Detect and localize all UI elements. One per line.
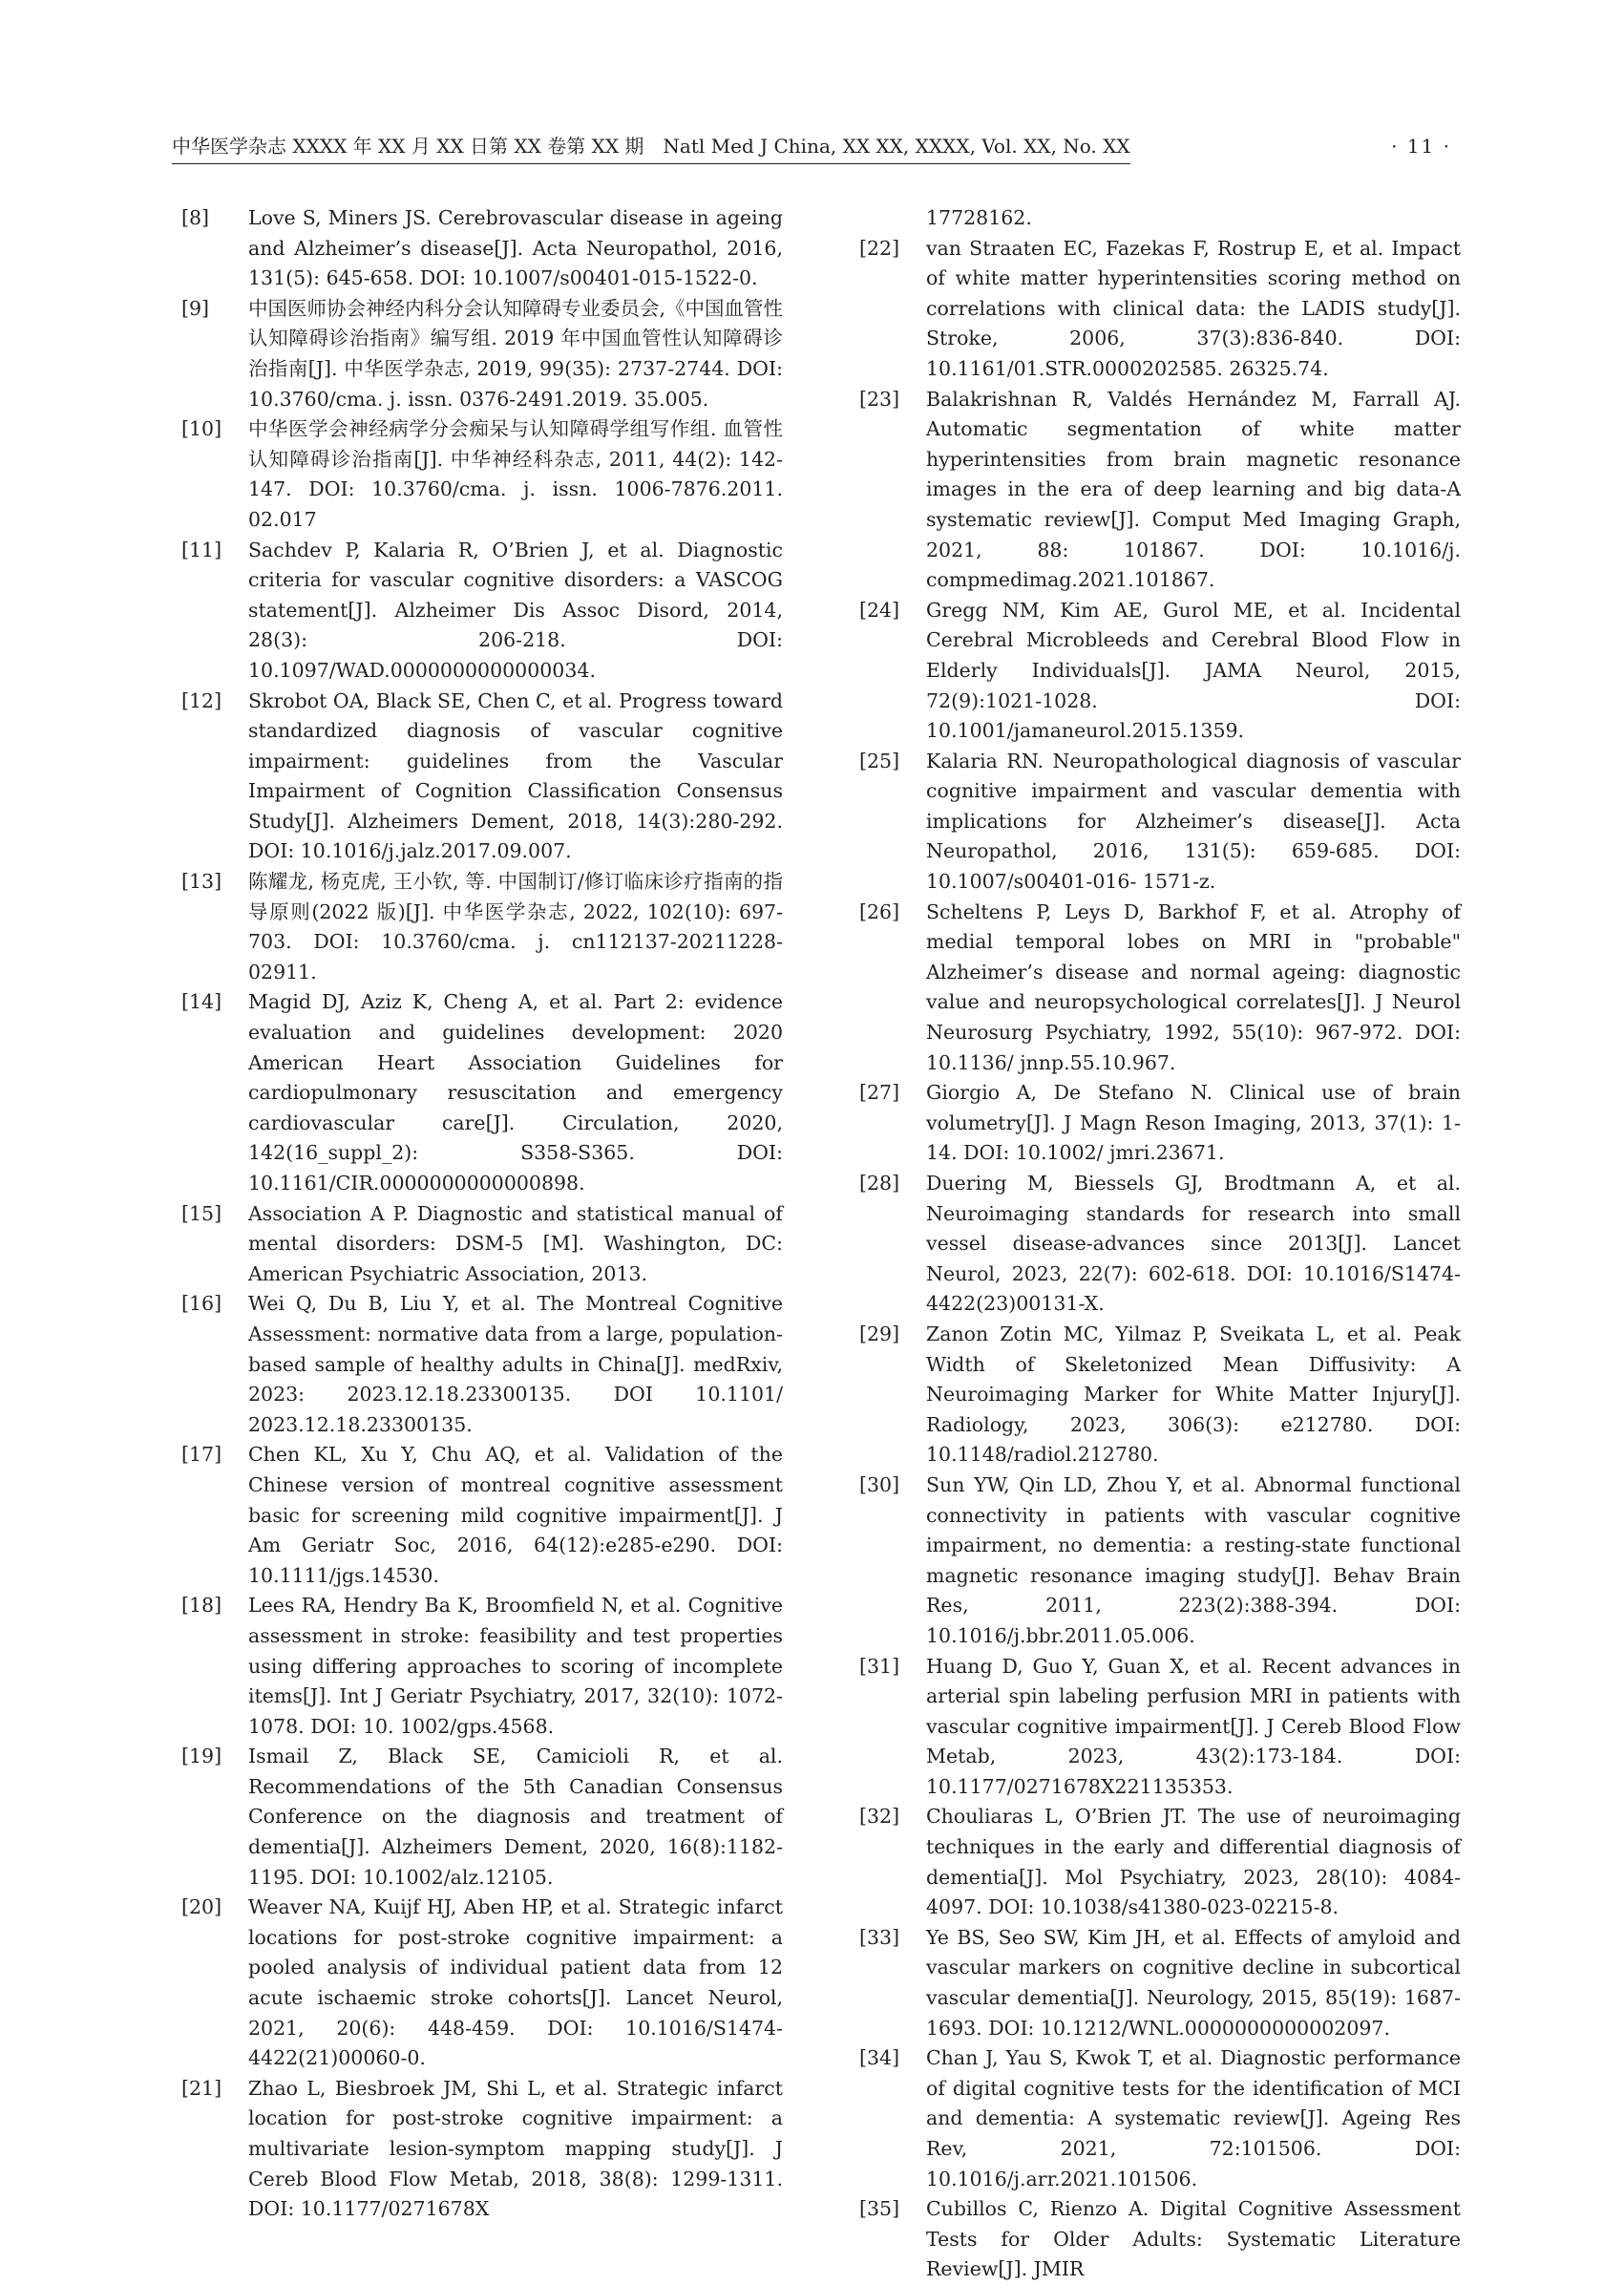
reference-text: Scheltens P, Leys D, Barkhof F, et al. Atrophy of medial temporal lobes on MRI in "probable" Alzheimer’s disease and normal ageing: diagnostic value and neuropsychological correlates[J]. J Neurol Neurosurg Psychiatry, 1992, 55(10): 967-972. DOI: 10.1136/ jnnp.55.10.967. (926, 899, 1461, 1074)
reference-number: [14] (181, 990, 222, 1014)
reference-number: [10] (181, 417, 222, 441)
reference-number: [32] (859, 1805, 900, 1829)
reference-number: [28] (859, 1172, 900, 1195)
reference-item (859, 385, 1461, 596)
reference-text: Skrobot OA, Black SE, Chen C, et al. Progress toward standardized diagnosis of vascular cognitive impairment: guidelines from the Vascular Impairment of Cognition Classification Consensus Study[J]. Alzheimers Dement, 2018, 14(3):280-292. DOI: 10.1016/j.jalz.2017.09.007. (248, 688, 783, 863)
reference-text: Lees RA, Hendry Ba K, Broomfield N, et al. Cognitive assessment in stroke: feasibility and test properties using differing approaches to scoring of incomplete items[J]. Int J Geriatr Psychiatry, 2017, 32(10): 1072-1078. DOI: 10. 1002/gps.4568. (248, 1594, 783, 1738)
reference-item (181, 414, 783, 535)
reference-item (181, 1289, 783, 1440)
reference-text: Zanon Zotin MC, Yilmaz P, Sveikata L, et al. Peak Width of Skeletonized Mean Diffusivity: A Neuroimaging Marker for White Matter Injury[J]. Radiology, 2023, 306(3): e212780. DOI: 10.1148/radiol.212780. (926, 1322, 1461, 1467)
reference-text: van Straaten EC, Fazekas F, Rostrup E, et al. Impact of white matter hyperintensities scoring method on correlations with clinical data: the LADIS study[J]. Stroke, 2006, 37(3):836-840. DOI: 10.1161/01.STR.0000202585. 26325.74. (926, 236, 1461, 380)
reference-number: [21] (181, 2076, 222, 2100)
reference-item (859, 1652, 1461, 1803)
reference-item (859, 1320, 1461, 1470)
journal-header-title: 中华医学杂志 XXXX 年 XX 月 XX 日第 XX 卷第 XX 期 Natl Med J China, XX XX, XXXX, Vol. XX, No. XX (172, 130, 1130, 164)
reference-text: Zhao L, Biesbroek JM, Shi L, et al. Strategic infarct location for post-stroke cognitive impairment: a multivariate lesion-symptom mapping study[J]. J Cereb Blood Flow Metab, 2018, 38(8): 1299-1311. DOI: 10.1177/0271678X (248, 2076, 783, 2221)
reference-item (859, 2194, 1461, 2285)
reference-text: Love S, Miners JS. Cerebrovascular disease in ageing and Alzheimer’s disease[J]. Acta Neuropathol, 2016, 131(5): 645-658. DOI: 10.1007/s00401-015-1522-0. (248, 206, 783, 290)
reference-text: Weaver NA, Kuijf HJ, Aben HP, et al. Strategic infarct locations for post-stroke cognitive impairment: a pooled analysis of individual patient data from 12 acute ischaemic stroke cohorts[J]. Lancet Neurol, 2021, 20(6): 448-459. DOI: 10.1016/S1474-4422(21)00060-0. (248, 1895, 783, 2070)
reference-text: Cubillos C, Rienzo A. Digital Cognitive Assessment Tests for Older Adults: Systematic Literature Review[J]. JMIR (926, 2197, 1461, 2281)
reference-text: Gregg NM, Kim AE, Gurol ME, et al. Incidental Cerebral Microbleeds and Cerebral Blood Flow in Elderly Individuals[J]. JAMA Neurol, 2015, 72(9):1021-1028. DOI: 10.1001/jamaneurol.2015.1359. (926, 598, 1461, 743)
reference-text: Magid DJ, Aziz K, Cheng A, et al. Part 2: evidence evaluation and guidelines development: 2020 American Heart Association Guidelines for cardiopulmonary resuscitation and emergency cardiovascular care[J]. Circulation, 2020, 142(16_suppl_2): S358-S365. DOI: 10.1161/CIR.0000000000000898. (248, 990, 783, 1195)
reference-number: [35] (859, 2197, 900, 2221)
reference-number: [12] (181, 688, 222, 712)
reference-item (859, 1802, 1461, 1922)
running-header (172, 130, 1451, 162)
reference-number: [18] (181, 1594, 222, 1618)
reference-item (859, 234, 1461, 385)
reference-item (181, 1440, 783, 1591)
reference-number: [22] (859, 236, 900, 260)
page-number: · 11 · (1391, 135, 1451, 158)
reference-number: [15] (181, 1201, 222, 1225)
reference-text: 中华医学会神经病学分会痴呆与认知障碍学组写作组. 血管性认知障碍诊治指南[J]. 中华神经科杂志, 2011, 44(2): 142-147. DOI: 10.3760/cma. j. issn. 1006-7876.2011. 02.017 (248, 417, 783, 531)
reference-number: [31] (859, 1654, 900, 1678)
reference-item (181, 987, 783, 1198)
reference-item (181, 1199, 783, 1290)
reference-text: Association A P. Diagnostic and statistical manual of mental disorders: DSM-5 [M]. Washington, DC: American Psychiatric Association, 2013. (248, 1201, 783, 1285)
reference-number: [19] (181, 1745, 222, 1768)
reference-text: Ismail Z, Black SE, Camicioli R, et al. Recommendations of the 5th Canadian Consensus Conference on the diagnosis and treatment of dementia[J]. Alzheimers Dement, 2020, 16(8):1182-1195. DOI: 10.1002/alz.12105. (248, 1745, 783, 1889)
reference-item (181, 1742, 783, 1893)
reference-continuation: 17728162. (926, 206, 1032, 229)
reference-number: [30] (859, 1472, 900, 1496)
reference-number: [17] (181, 1443, 222, 1467)
reference-text: Chan J, Yau S, Kwok T, et al. Diagnostic performance of digital cognitive tests for the identification of MCI and dementia: A systematic review[J]. Ageing Res Rev, 2021, 72:101506. DOI: 10.1016/j.arr.2021.101506. (926, 2046, 1461, 2190)
reference-number: [25] (859, 749, 900, 772)
reference-item (181, 536, 783, 687)
reference-number: [33] (859, 1925, 900, 1949)
reference-item (859, 1169, 1461, 1320)
reference-text: Chen KL, Xu Y, Chu AQ, et al. Validation of the Chinese version of montreal cognitive assessment basic for screening mild cognitive impairment[J]. J Am Geriatr Soc, 2016, 64(12):e285-e290. DOI: 10.1111/jgs.14530. (248, 1443, 783, 1587)
reference-text: Kalaria RN. Neuropathological diagnosis of vascular cognitive impairment and vascular dementia with implications for Alzheimer’s disease[J]. Acta Neuropathol, 2016, 131(5): 659-685. DOI: 10.1007/s00401-016- 1571-z. (926, 749, 1461, 894)
reference-item (859, 2043, 1461, 2194)
reference-number: [29] (859, 1322, 900, 1345)
reference-text: 陈耀龙, 杨克虎, 王小钦, 等. 中国制订/修订临床诊疗指南的指导原则(2022 版)[J]. 中华医学杂志, 2022, 102(10): 697-703. DOI: 10.3760/cma. j. cn112137-20211228-02911. (248, 870, 783, 984)
reference-text: Sachdev P, Kalaria R, O’Brien J, et al. Diagnostic criteria for vascular cognitive disorders: a VASCOG statement[J]. Alzheimer Dis Assoc Disord, 2014, 28(3): 206-218. DOI: 10.1097/WAD.0000000000000034. (248, 538, 783, 682)
reference-number: [8] (181, 206, 210, 229)
reference-text: Ye BS, Seo SW, Kim JH, et al. Effects of amyloid and vascular markers on cognitive decline in subcortical vascular dementia[J]. Neurology, 2015, 85(19): 1687-1693. DOI: 10.1212/WNL.0000000000002097. (926, 1925, 1461, 2040)
reference-text: Chouliaras L, O’Brien JT. The use of neuroimaging techniques in the early and differential diagnosis of dementia[J]. Mol Psychiatry, 2023, 28(10): 4084-4097. DOI: 10.1038/s41380-023-02215-8. (926, 1805, 1461, 1919)
reference-text: 中国医师协会神经内科分会认知障碍专业委员会,《中国血管性认知障碍诊治指南》编写组. 2019 年中国血管性认知障碍诊治指南[J]. 中华医学杂志, 2019, 99(35): 2737-2744. DOI: 10.3760/cma. j. issn. 0376-2491.2019. 35.005. (248, 296, 784, 411)
reference-item (859, 1923, 1461, 2043)
reference-number: [9] (181, 296, 210, 320)
reference-number: [34] (859, 2046, 900, 2070)
reference-item (181, 1591, 783, 1742)
reference-number: [24] (859, 598, 900, 622)
reference-number: [23] (859, 387, 900, 411)
reference-number: [26] (859, 899, 900, 923)
reference-item (181, 687, 783, 868)
reference-item (859, 747, 1461, 898)
reference-item (859, 1078, 1461, 1169)
reference-number: [16] (181, 1292, 222, 1316)
references-right-column (859, 203, 1461, 2285)
reference-number: [13] (181, 870, 222, 894)
reference-item (859, 1470, 1461, 1652)
reference-text: Sun YW, Qin LD, Zhou Y, et al. Abnormal functional connectivity in patients with vascular cognitive impairment, no dementia: a resting-state functional magnetic resonance imaging study[J]. Behav Brain Res, 2011, 223(2):388-394. DOI: 10.1016/j.bbr.2011.05.006. (926, 1472, 1461, 1647)
reference-text: Wei Q, Du B, Liu Y, et al. The Montreal Cognitive Assessment: normative data from a large, population-based sample of healthy adults in China[J]. medRxiv, 2023: 2023.12.18.23300135. DOI 10.1101/ 2023.12.18.23300135. (248, 1292, 783, 1436)
reference-text: Giorgio A, De Stefano N. Clinical use of brain volumetry[J]. J Magn Reson Imaging, 2013, 37(1): 1-14. DOI: 10.1002/ jmri.23671. (926, 1081, 1461, 1165)
reference-text: Balakrishnan R, Valdés Hernández M, Farrall AJ. Automatic segmentation of white matter hyperintensities from brain magnetic resonance images in the era of deep learning and big data-A systematic review[J]. Comput Med Imaging Graph, 2021, 88: 101867. DOI: 10.1016/j. compmedimag.2021.101867. (926, 387, 1461, 592)
reference-item (181, 1893, 783, 2074)
reference-item (181, 867, 783, 987)
reference-number: [27] (859, 1081, 900, 1105)
reference-item (859, 596, 1461, 747)
reference-item (181, 294, 783, 414)
references-left-column (181, 203, 783, 2225)
reference-text: Huang D, Guo Y, Guan X, et al. Recent advances in arterial spin labeling perfusion MRI in patients with vascular cognitive impairment[J]. J Cereb Blood Flow Metab, 2023, 43(2):173-184. DOI: 10.1177/0271678X221135353. (926, 1654, 1461, 1798)
reference-number: [20] (181, 1895, 222, 1919)
reference-number: [11] (181, 538, 222, 561)
reference-item (181, 203, 783, 294)
reference-item (181, 2074, 783, 2225)
reference-text: Duering M, Biessels GJ, Brodtmann A, et al. Neuroimaging standards for research into small vessel disease-advances since 2013[J]. Lancet Neurol, 2023, 22(7): 602-618. DOI: 10.1016/S1474-4422(23)00131-X. (926, 1172, 1461, 1316)
reference-item (859, 898, 1461, 1079)
